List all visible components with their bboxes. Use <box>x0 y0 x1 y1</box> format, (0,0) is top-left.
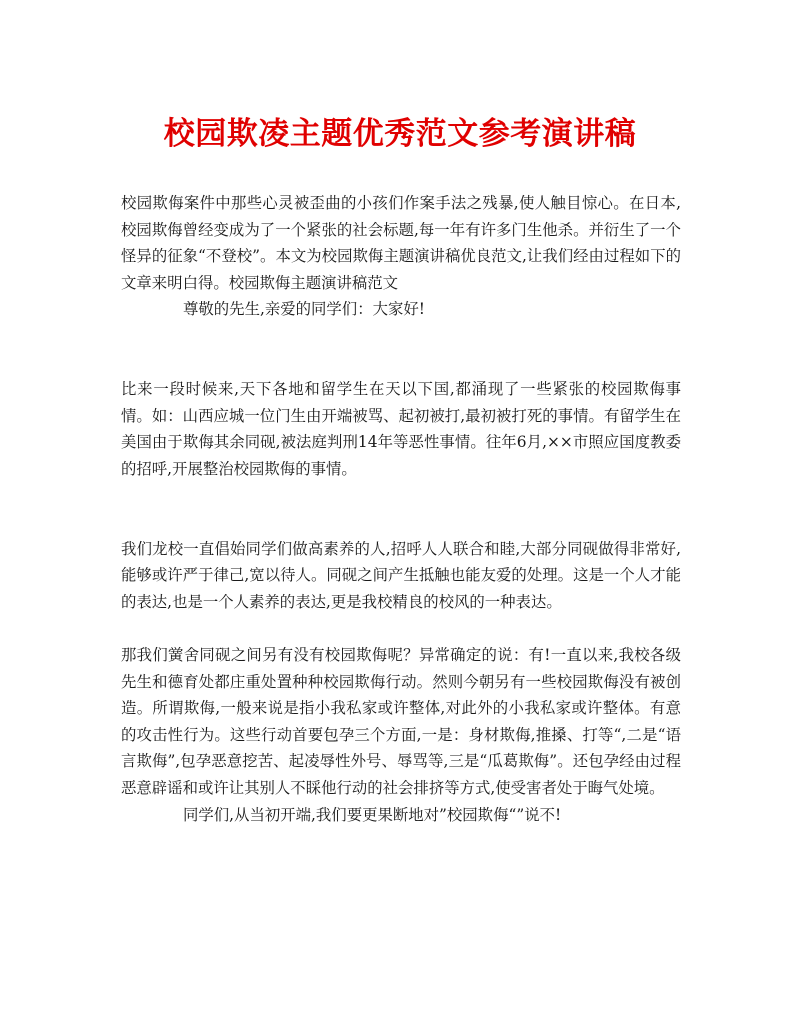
paragraph-spacer <box>121 483 681 510</box>
paragraph-intro: 校园欺侮案件中那些心灵被歪曲的小孩们作案手法之残暴,使人触目惊心。在日本,校园欺侮曾经变成为了一个紧张的社会标题,每一年有许多门生他杀。并衍生了一个怪异的征象“不登校”。本文为校园欺侮主题演讲稿优良范文,让我们经由过程如下的文章来明白得。校园欺侮主题演讲稿范文 <box>121 194 681 292</box>
paragraph-greeting: 尊敬的先生,亲爱的同学们：大家好! <box>183 300 425 319</box>
paragraph-bullying-types: 那我们黉舍同砚之间另有没有校园欺侮呢？异常确定的说：有!一直以来,我校各级先生和德育处都庄重处置种种校园欺侮行动。然则今朝另有一些校园欺侮没有被创造。所谓欺侮,一般来说是指小我私家或许整体,对此外的小我私家或许整体。有意的攻击性行为。这些行动首要包孕三个方面,一是：身材欺侮,推搡、打等“,二是“语言欺侮”,包孕恶意挖苦、起凌辱性外号、辱骂等,三是“瓜葛欺侮”。还包孕经由过程恶意辟谣和或许让其别人不睬他行动的社会排挤等方式,使受害者处于晦气处境。 <box>121 646 681 798</box>
paragraph-closing: 同学们,从当初开端,我们要更果断地对”校园欺侮“”说不! <box>183 805 562 824</box>
paragraph-school-values: 我们龙校一直倡始同学们做高素养的人,招呼人人联合和睦,大部分同砚做得非常好,能够或许严于律己,宽以待人。同砚之间产生抵触也能友爱的处理。这是一个人才能的表达,也是一个人素养的表达,更是我校精良的校风的一种表达。 <box>121 539 681 611</box>
paragraph-spacer <box>121 616 681 643</box>
document-title: 校园欺凌主题优秀范文参考演讲稿 <box>163 116 637 152</box>
document-body <box>121 190 681 828</box>
paragraph-spacer <box>121 323 681 350</box>
paragraph-incidents: 比来一段时候来,天下各地和留学生在天以下国,都涌现了一些紧张的校园欺侮事情。如：山西应城一位门生由开端被骂、起初被打,最初被打死的事情。有留学生在美国由于欺侮其余同砚,被法庭判刑14年等恶性事情。往年6月,××市照应国度教委的招呼,开展整治校园欺侮的事情。 <box>121 380 681 478</box>
